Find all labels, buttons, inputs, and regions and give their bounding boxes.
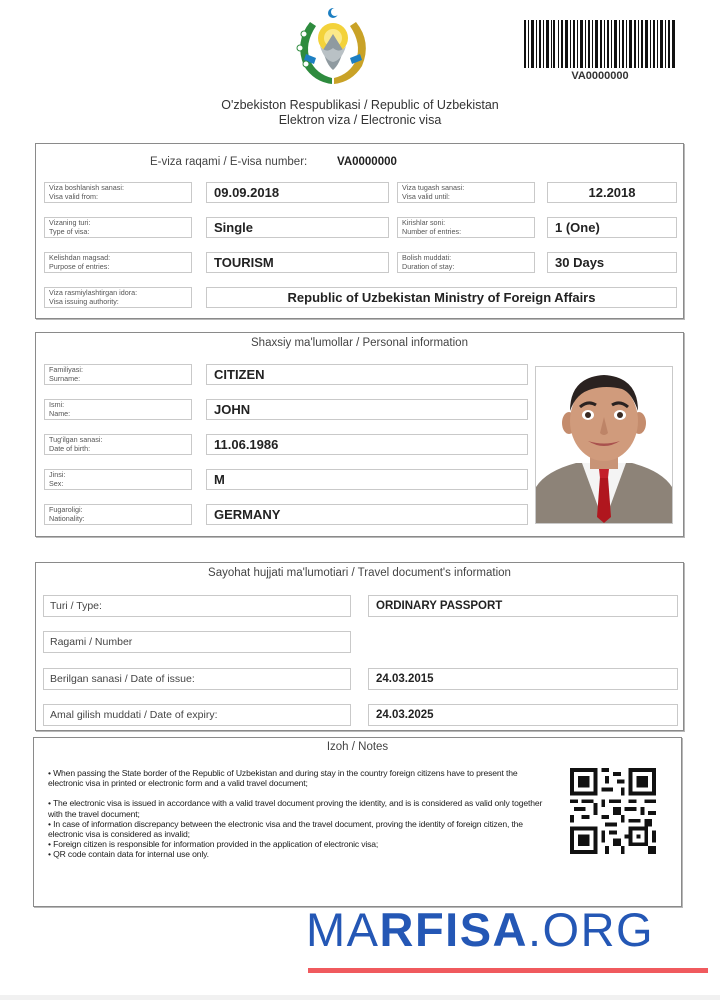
holder-photo [535,366,673,524]
purpose-of-entries-label: Kelishdan magsad: Purpose of entries: [44,252,192,273]
sex-label: Jinsi: Sex: [44,469,192,490]
date-of-issue-label: Berilgan sanasi / Date of issue: [43,668,351,690]
date-of-issue-value: 24.03.2015 [368,668,678,690]
issuing-authority-value: Republic of Uzbekistan Ministry of Foreign Affairs [206,287,677,308]
date-of-expiry-label: Amal gilish muddati / Date of expiry: [43,704,351,726]
notes-title: Izoh / Notes [326,741,389,753]
note-item: • QR code contain data for internal use only. [48,849,209,860]
visa-type-value: Single [206,217,389,238]
visa-details-panel [35,143,684,319]
visa-valid-until-label: Viza tugash sanasi: Visa valid until: [397,182,535,203]
number-of-entries-label: Kirishlar soni: Number of entries: [397,217,535,238]
document-type-label: Turi / Type: [43,595,351,617]
notes-panel [33,737,682,907]
qr-code-icon [569,768,657,854]
sex-value: M [206,469,528,490]
bottom-edge [0,995,720,1000]
notes-list [48,768,548,860]
visa-valid-from-label: Viza boshlanish sanasi: Visa valid from: [44,182,192,203]
uzbekistan-state-emblem-icon [290,4,376,88]
marfisa-watermark-logo: MARFISA.ORG [306,903,655,956]
note-item: • In case of information discrepancy between the electronic visa and the travel document, proving the identity of foreign citizen, the electronic visa is considered as invalid; [48,818,523,840]
note-item: • When passing the State border of the Republic of Uzbekistan and during stay in the country foreign citizens have to present the electronic visa in printed or electronic form and a valid travel document; [48,768,518,789]
duration-of-stay-value: 30 Days [547,252,677,273]
nationality-value: GERMANY [206,504,528,525]
name-value: JOHN [206,399,528,420]
surname-label: Familiyasi: Surname: [44,364,192,385]
document-type-value: ORDINARY PASSPORT [368,595,678,617]
visa-number-label: E-viza raqami / E-visa number: [150,156,308,168]
surname-value: CITIZEN [206,364,528,385]
date-of-birth-label: Tug'ilgan sanasi: Date of birth: [44,434,192,455]
personal-information-panel [35,332,684,537]
note-item: • Foreign citizen is responsible for information provided in the application of electronic visa; [48,839,379,850]
travel-document-panel [35,562,684,731]
visa-type-label: Vizaning turi: Type of visa: [44,217,192,238]
visa-valid-from-value: 09.09.2018 [206,182,389,203]
header-title-country: O'zbekiston Respublikasi / Republic of Uzbekistan [221,98,499,112]
document-number-label: Ragami / Number [43,631,351,653]
note-item: • The electronic visa is issued in accordance with a valid travel document proving the identity, and is is considered as valid only together with the travel document; [48,798,543,819]
number-of-entries-value: 1 (One) [547,217,677,238]
date-of-birth-value: 11.06.1986 [206,434,528,455]
personal-information-title: Shaxsiy ma'lumollar / Personal information [251,337,468,349]
travel-document-title: Sayohat hujjati ma'lumotiari / Travel document's information [208,567,511,579]
barcode-icon [522,20,678,68]
issuing-authority-label: Viza rasmiylashtirgan idora: Visa issuing authority: [44,287,192,308]
date-of-expiry-value: 24.03.2025 [368,704,678,726]
barcode-number: VA0000000 [571,70,629,82]
purpose-of-entries-value: TOURISM [206,252,389,273]
visa-valid-until-value: 12.2018 [547,182,677,203]
visa-number-value: VA0000000 [337,156,397,168]
header-title-visa: Elektron viza / Electronic visa [278,113,442,127]
watermark-underline [308,968,708,973]
nationality-label: Fugaroligi: Nationality: [44,504,192,525]
name-label: Ismi: Name: [44,399,192,420]
duration-of-stay-label: Bolish muddati: Duration of stay: [397,252,535,273]
